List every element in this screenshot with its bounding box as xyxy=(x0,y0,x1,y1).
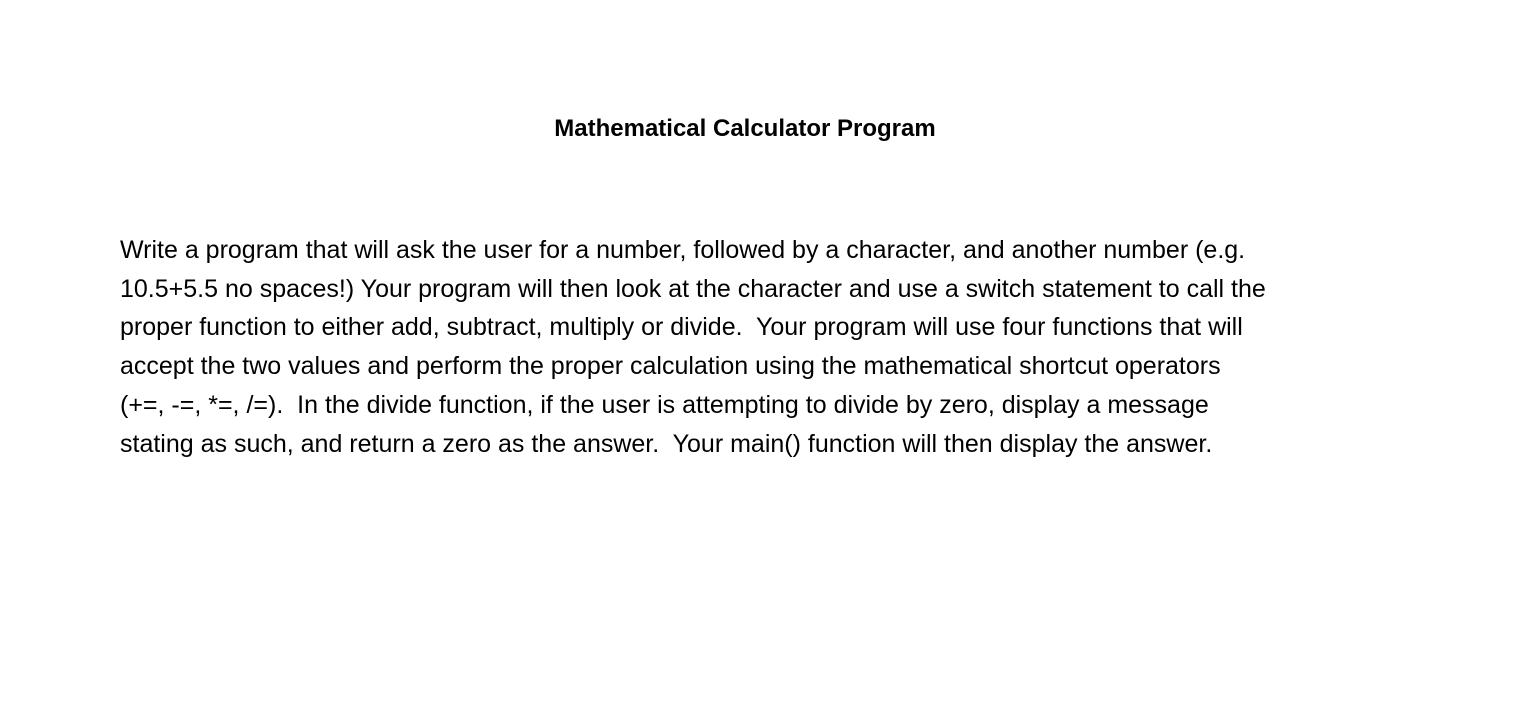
assignment-paragraph xyxy=(120,231,1410,463)
page-title: Mathematical Calculator Program xyxy=(554,115,936,142)
paragraph-line: accept the two values and perform the proper calculation using the mathematical shortcut operators xyxy=(120,352,1221,381)
paragraph-line: (+=, -=, *=, /=). In the divide function, if the user is attempting to divide by zero, display a message xyxy=(120,390,1209,419)
paragraph-line: Write a program that will ask the user for a number, followed by a character, and another number (e.g. xyxy=(120,236,1246,264)
paragraph-line: 10.5+5.5 no spaces!) Your program will then look at the character and use a switch statement to call the xyxy=(120,274,1266,303)
paragraph-line: stating as such, and return a zero as the answer. Your main() function will then display the answer. xyxy=(120,429,1213,458)
paragraph-line: proper function to either add, subtract, multiply or divide. Your program will use four functions that will xyxy=(120,313,1243,342)
